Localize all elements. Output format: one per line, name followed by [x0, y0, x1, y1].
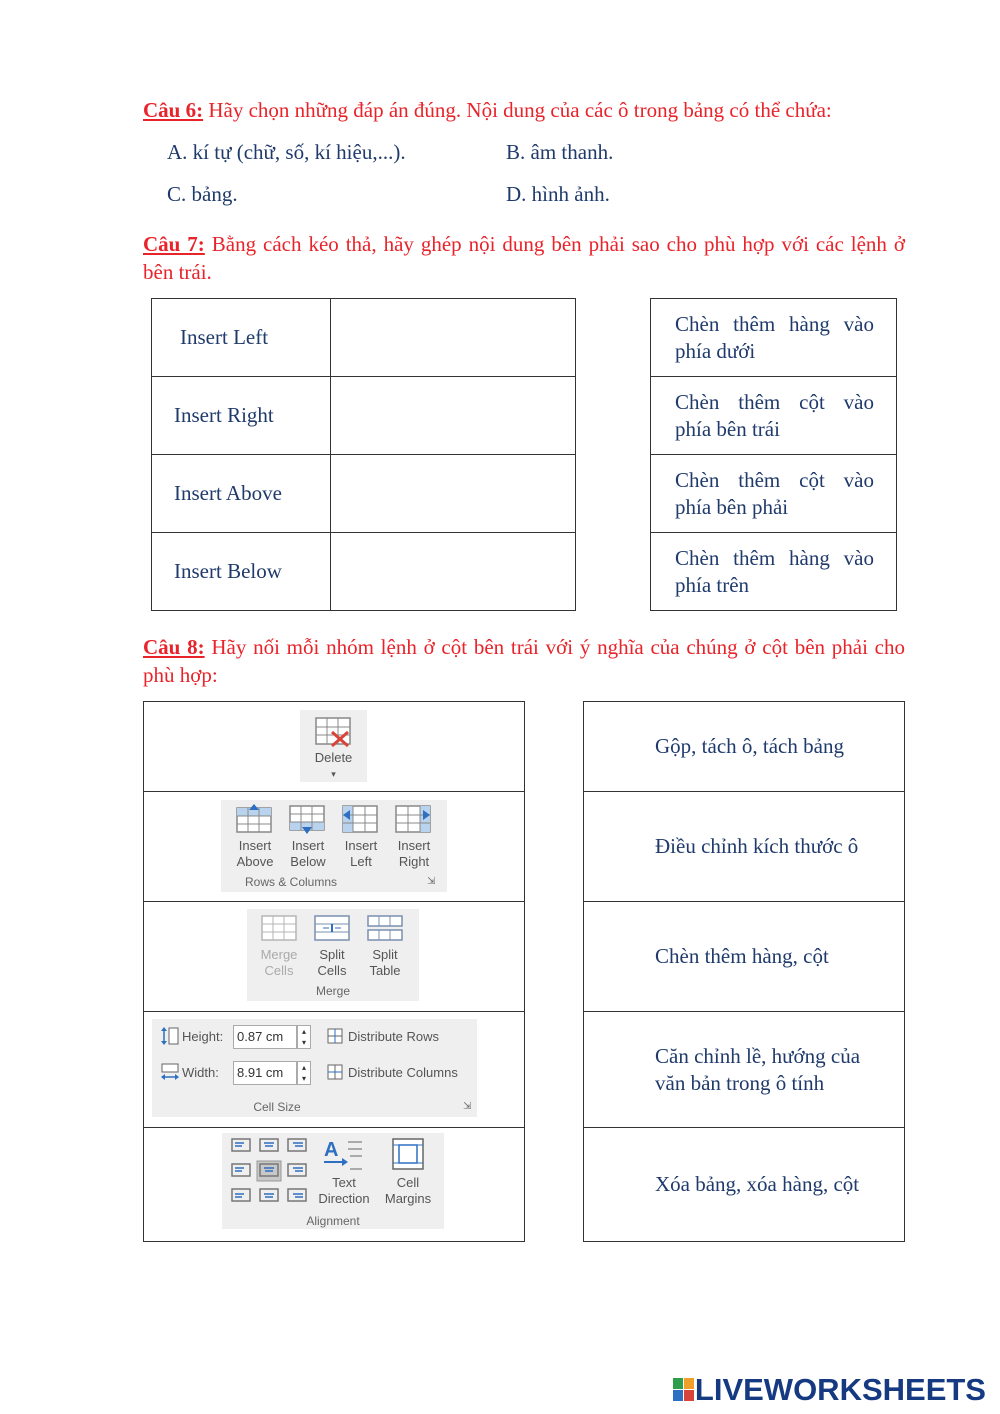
text-direction-line1: Text [332, 1175, 356, 1190]
q7-drop-slot[interactable] [331, 299, 576, 377]
text-direction-line2: Direction [318, 1191, 370, 1206]
q7-command-insert-below: Insert Below [174, 559, 282, 583]
row-height-icon [160, 1026, 180, 1046]
insert-below-line1: Insert [291, 838, 325, 853]
split-cells-icon [313, 914, 351, 942]
merge-cells-button[interactable] [251, 947, 307, 979]
q7-answer-text: Chèn thêm hàng vào phía dưới [675, 311, 874, 363]
q8-meaning-item[interactable] [584, 1128, 905, 1242]
q7-command-cell [152, 533, 331, 611]
alignment-ribbon [222, 1133, 444, 1229]
insert-left-line1: Insert [344, 838, 378, 853]
q7-answer-text: Chèn thêm cột vào phía bên phải [675, 467, 874, 519]
q8-meaning-item[interactable] [584, 1012, 905, 1128]
q8-meaning-text: Xóa bảng, xóa hàng, cột [655, 1172, 860, 1196]
merge-cells-icon [260, 914, 298, 942]
width-input[interactable]: 8.91 cm [233, 1061, 297, 1085]
delete-ribbon[interactable] [300, 710, 367, 782]
cell-margins-line1: Cell [396, 1175, 420, 1190]
question-6-label: Câu 6: [143, 98, 204, 122]
liveworksheets-logo-icon [673, 1378, 695, 1402]
merge-ribbon [247, 909, 419, 1001]
rows-columns-group-label: Rows & Columns [244, 875, 338, 889]
chevron-down-icon: ▾ [331, 769, 336, 779]
cell-margins-line2: Margins [384, 1191, 432, 1206]
question-7-text: Bằng cách kéo thả, hãy ghép nội dung bên phải sao cho phù hợp với các lệnh ở bên trái. [143, 232, 905, 284]
insert-above-button[interactable] [227, 838, 283, 870]
insert-left-line2: Left [350, 854, 372, 869]
q8-meaning-item[interactable] [584, 902, 905, 1012]
insert-left-button[interactable] [333, 838, 389, 870]
q6-option-a[interactable]: A. kí tự (chữ, số, kí hiệu,...). [167, 140, 406, 164]
q6-option-b[interactable]: B. âm thanh. [506, 140, 614, 164]
q7-answer-text: Chèn thêm hàng vào phía trên [675, 545, 874, 597]
split-cells-button[interactable] [304, 947, 360, 979]
insert-right-line2: Right [398, 854, 430, 869]
dialog-launcher-icon[interactable]: ⇲ [463, 1101, 472, 1112]
q7-drop-slot[interactable] [331, 377, 576, 455]
width-label: Width: [182, 1065, 219, 1080]
text-direction-button[interactable] [312, 1175, 376, 1207]
question-8-label: Câu 8: [143, 635, 205, 659]
insert-below-icon [288, 804, 326, 834]
q7-answer-item[interactable] [651, 377, 897, 455]
q8-meaning-item[interactable] [584, 702, 905, 792]
q6-option-c[interactable]: C. bảng. [167, 182, 238, 206]
insert-left-icon [341, 804, 379, 834]
liveworksheets-logo [673, 1372, 986, 1408]
question-6-text: Hãy chọn những đáp án đúng. Nội dung của các ô trong bảng có thể chứa: [203, 98, 832, 122]
distribute-columns-icon [326, 1063, 344, 1081]
q7-command-insert-right: Insert Right [174, 403, 274, 427]
rows-columns-ribbon [221, 800, 447, 892]
q7-command-cell [152, 377, 331, 455]
q7-drop-slot[interactable] [331, 455, 576, 533]
delete-table-icon [314, 716, 354, 748]
question-6 [143, 96, 908, 124]
q8-meaning-text: Căn chỉnh lề, hướng của văn bản trong ô tính [655, 1043, 861, 1095]
insert-below-line2: Below [290, 854, 326, 869]
distribute-rows-button[interactable]: Distribute Rows [348, 1029, 440, 1044]
q7-command-insert-above: Insert Above [174, 481, 282, 505]
q7-command-cell [152, 455, 331, 533]
height-spinner[interactable]: ▴ ▾ [297, 1025, 311, 1049]
insert-above-line2: Above [236, 854, 274, 869]
q7-answer-text: Chèn thêm cột vào phía bên trái [675, 389, 874, 441]
insert-right-line1: Insert [397, 838, 431, 853]
question-8 [143, 633, 905, 689]
cell-size-group-label: Cell Size [253, 1100, 301, 1114]
liveworksheets-logo-text: LIVEWORKSHEETS [694, 1372, 986, 1407]
q7-answer-table [650, 298, 897, 611]
split-cells-line1: Split [319, 947, 345, 962]
q8-meaning-text: Gộp, tách ô, tách bảng [655, 734, 844, 758]
height-input[interactable]: 0.87 cm [233, 1025, 297, 1049]
merge-group-label: Merge [315, 984, 350, 998]
q6-option-d[interactable]: D. hình ảnh. [506, 182, 610, 206]
question-8-text: Hãy nối mỗi nhóm lệnh ở cột bên trái với ý nghĩa của chúng ở cột bên phải cho phù hợp: [143, 635, 905, 687]
q7-drop-slot[interactable] [331, 533, 576, 611]
delete-label: Delete [314, 750, 353, 765]
q7-command-cell [152, 299, 331, 377]
q7-answer-item[interactable] [651, 455, 897, 533]
q7-answer-item[interactable] [651, 533, 897, 611]
split-table-button[interactable] [357, 947, 413, 979]
q8-meaning-item[interactable] [584, 792, 905, 902]
cell-margins-icon [390, 1136, 426, 1172]
insert-above-line1: Insert [238, 838, 272, 853]
q8-meaning-text: Chèn thêm hàng, cột [655, 944, 829, 968]
cell-margins-button[interactable] [378, 1175, 438, 1207]
split-table-icon [366, 914, 404, 942]
insert-below-button[interactable] [280, 838, 336, 870]
dialog-launcher-icon[interactable]: ⇲ [427, 876, 436, 887]
alignment-group-label: Alignment [306, 1214, 360, 1228]
distribute-rows-icon [326, 1027, 344, 1045]
split-cells-line2: Cells [317, 963, 347, 978]
q7-command-insert-left: Insert Left [180, 325, 269, 349]
insert-right-button[interactable] [386, 838, 442, 870]
cell-size-ribbon [152, 1019, 477, 1117]
question-7-label: Câu 7: [143, 232, 205, 256]
distribute-columns-button[interactable]: Distribute Columns [348, 1065, 458, 1080]
q7-command-table [151, 298, 576, 611]
insert-right-icon [394, 804, 432, 834]
merge-cells-line2: Cells [264, 963, 294, 978]
question-7 [143, 230, 905, 286]
insert-above-icon [235, 804, 273, 834]
align-grid-icon[interactable] [230, 1137, 310, 1203]
q7-answer-item[interactable] [651, 299, 897, 377]
height-label: Height: [182, 1029, 224, 1044]
width-spinner[interactable]: ▴ ▾ [297, 1061, 311, 1085]
svg-text:A: A [324, 1139, 339, 1161]
merge-cells-line1: Merge [260, 947, 298, 962]
split-table-line1: Split [372, 947, 398, 962]
split-table-line2: Table [369, 963, 401, 978]
text-direction-icon [322, 1136, 366, 1174]
q8-meaning-table [583, 701, 905, 1242]
column-width-icon [160, 1062, 180, 1082]
q8-meaning-text: Điều chỉnh kích thước ô [655, 834, 859, 858]
